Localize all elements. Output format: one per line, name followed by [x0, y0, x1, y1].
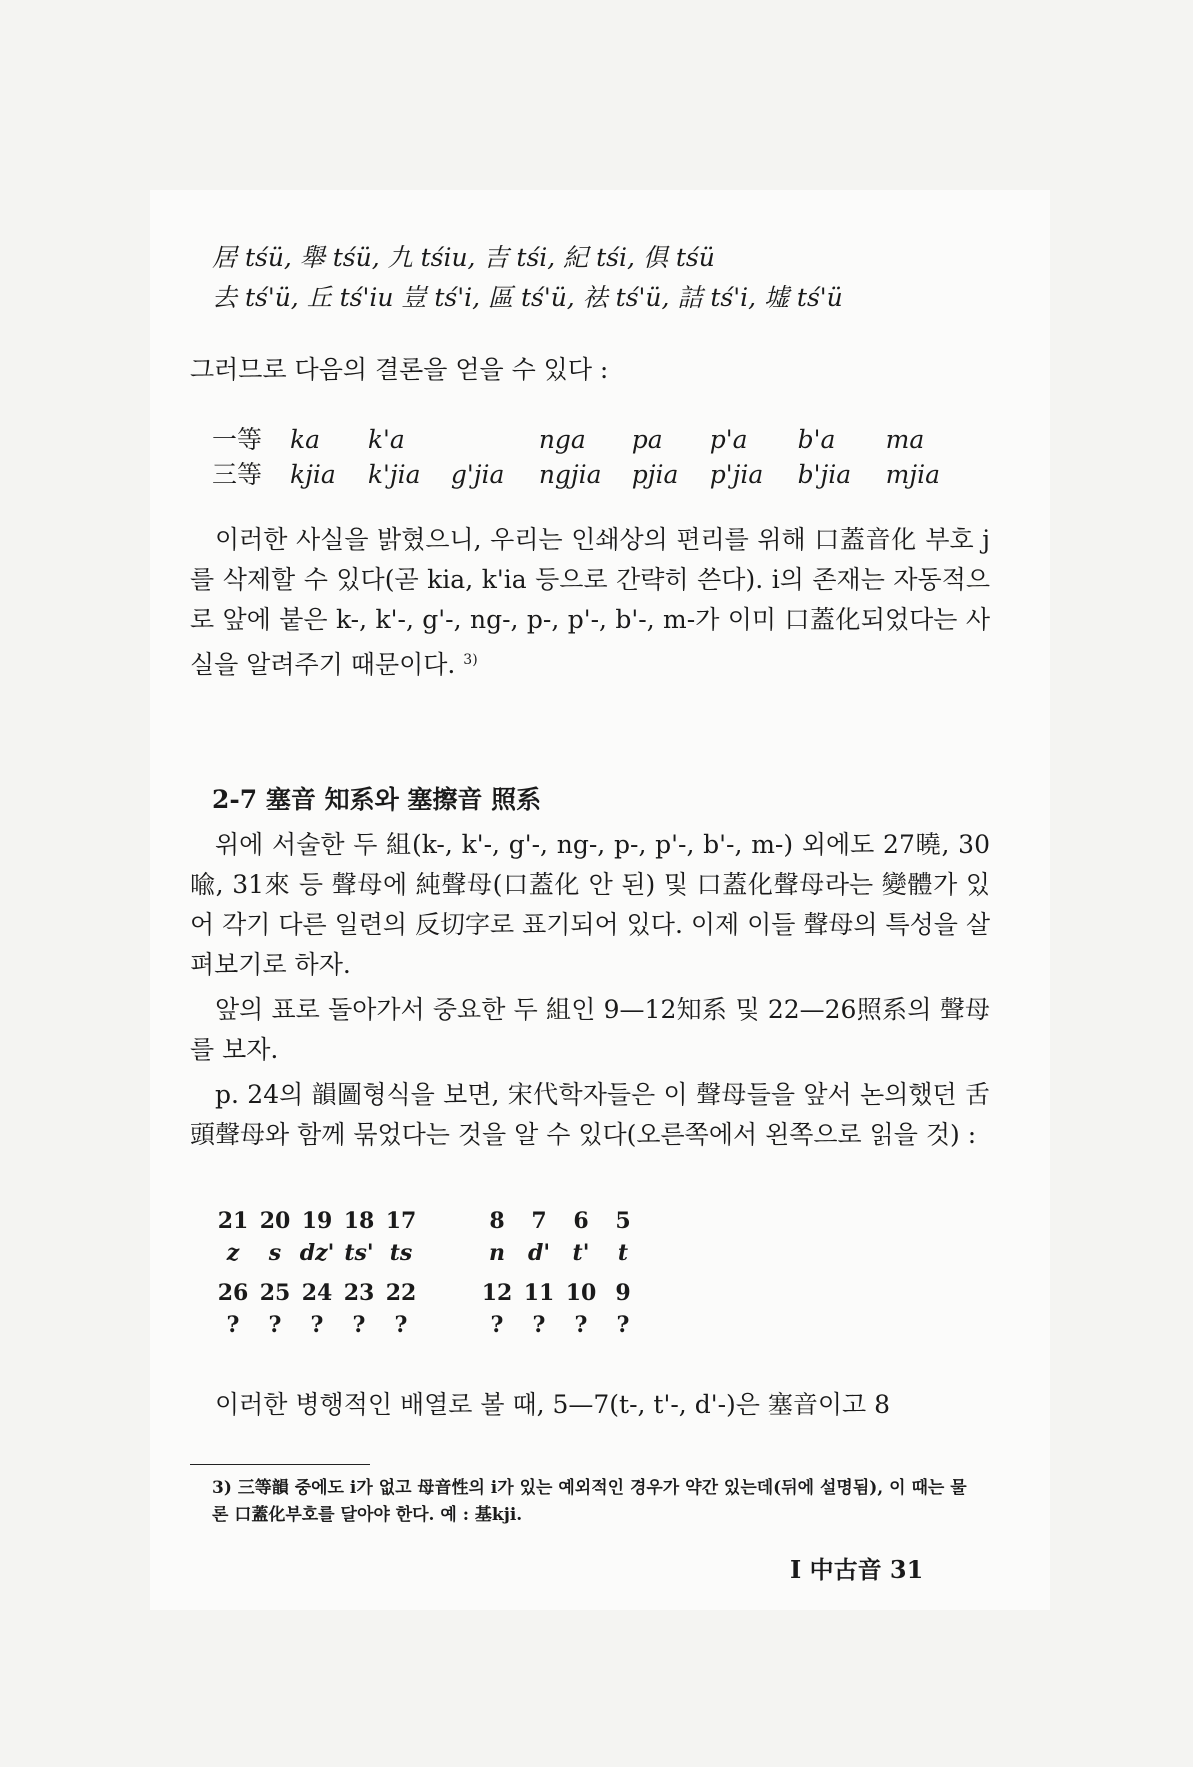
table1-cell: pa [631, 425, 663, 454]
grid-numbers-row-2 [212, 1280, 644, 1306]
table1-cell: ma [885, 425, 925, 454]
grid-cell: ? [268, 1312, 282, 1338]
grid-cell: ? [574, 1312, 588, 1338]
table1-cell: 三等 [212, 460, 263, 489]
grid-cell: ts' [344, 1240, 374, 1266]
grid-cell: 24 [301, 1280, 333, 1306]
grid-cell: 7 [531, 1208, 547, 1234]
grid-cell: 20 [259, 1208, 291, 1234]
table1-cell: g'jia [450, 460, 505, 489]
paragraph-4: p. 24의 韻圖형식을 보면, 宋代학자들은 이 聲母들을 앞서 논의했던 舌頭聲母와 함께 묶었다는 것을 알 수 있다(오른쪽에서 왼쪽으로 읽을 것) : [190, 1080, 990, 1149]
grid-cell: 11 [523, 1280, 555, 1306]
grid-cell: dz' [299, 1240, 335, 1266]
table1-cell: p'a [709, 425, 748, 454]
grid-cell: d' [527, 1240, 551, 1266]
grid-cell: s [268, 1240, 282, 1266]
grid-cell: t' [572, 1240, 590, 1266]
example-line-2: 去 tś'ü, 丘 tś'iu 豈 tś'i, 區 tś'ü, 祛 tś'ü, 詰 tś'i, 墟 tś'ü [212, 283, 843, 312]
grid-cell: ? [616, 1312, 630, 1338]
grid-cell: ? [394, 1312, 408, 1338]
grid-cell: ? [532, 1312, 546, 1338]
footnote: 3) 三等韻 중에도 i가 없고 母音性의 i가 있는 예외적인 경우가 약간 있는데(뒤에 설명됨), 이 때는 물론 口蓋化부호를 달아야 한다. 예 : 基kji. [212, 1478, 967, 1525]
grid-cell: 8 [489, 1208, 505, 1234]
table1-cell: pjia [631, 460, 679, 489]
grid-cell: 22 [385, 1280, 417, 1306]
grid-cell: 26 [217, 1280, 249, 1306]
grid-cell: 12 [481, 1280, 513, 1306]
grid-cell: ? [490, 1312, 504, 1338]
footnote-divider [190, 1464, 370, 1465]
grid-cell: 21 [217, 1208, 249, 1234]
grid-cell: 9 [615, 1280, 631, 1306]
grid-cell: t [617, 1240, 629, 1266]
grid-cell: ? [310, 1312, 324, 1338]
table1-cell: b'a [797, 425, 836, 454]
grid-symbols-row-2 [212, 1312, 644, 1338]
footnote-ref: 3) [463, 652, 478, 668]
grid-cell: z [226, 1240, 240, 1266]
table1-cell: ka [289, 425, 321, 454]
grid-numbers-row-1 [212, 1208, 644, 1234]
grid-cell: 18 [343, 1208, 375, 1234]
paragraph-1-text: 이러한 사실을 밝혔으니, 우리는 인쇄상의 편리를 위해 口蓋音化 부호 j를 삭제할 수 있다(곧 kia, k'ia 등으로 간략히 쓴다). i의 존재는 자동적으로 앞에 붙은 k-, k'-, g'-, ng-, p-, p'-, b'-, m-가 이미 口蓋化되었다는 사실을 알려주기 때문이다. [190, 525, 990, 680]
paragraph-2: 위에 서술한 두 組(k-, k'-, g'-, ng-, p-, p'-, b'-, m-) 외에도 27曉, 30喩, 31來 등 聲母에 純聲母(口蓋化 안 된) 및 口蓋化聲母라는 變體가 있어 각기 다른 일련의 反切字로 표기되어 있다. 이제 이들 聲母의 특성을 살펴보기로 하자. [190, 830, 990, 979]
section-heading: 2-7 塞音 知系와 塞擦音 照系 [212, 785, 542, 814]
table1-cell: k'a [367, 425, 405, 454]
table1-cell: kjia [289, 460, 336, 489]
grid-cell: 19 [301, 1208, 333, 1234]
example-line-1: 居 tśü, 舉 tśü, 九 tśiu, 吉 tśi, 紀 tśi, 俱 tśü [212, 243, 715, 272]
page-footer: I 中古音 31 [790, 1555, 924, 1584]
grid-cell: 25 [259, 1280, 291, 1306]
grid-cell: n [489, 1240, 505, 1266]
grid-cell: 6 [573, 1208, 589, 1234]
table1-row1 [212, 420, 956, 456]
paragraph-5: 이러한 병행적인 배열로 볼 때, 5—7(t-, t'-, d'-)은 塞音이고 8 [215, 1390, 891, 1419]
table1-cell: 一等 [212, 425, 263, 454]
conclusion-text: 그러므로 다음의 결론을 얻을 수 있다 : [190, 355, 609, 384]
paragraph-1 [190, 520, 990, 685]
table1-cell: p'jia [709, 460, 764, 489]
table1-cell: ngjia [538, 460, 602, 489]
grid-cell: 17 [385, 1208, 417, 1234]
grid-symbols-row-1 [212, 1240, 644, 1266]
table1-row2 [212, 455, 956, 491]
grid-cell: ts [389, 1240, 413, 1266]
table1-cell: mjia [885, 460, 940, 489]
grid-cell: ? [226, 1312, 240, 1338]
table1-cell: nga [538, 425, 586, 454]
grid-cell: 23 [343, 1280, 375, 1306]
grid-cell: ? [352, 1312, 366, 1338]
grid-cell: 10 [565, 1280, 597, 1306]
grid-cell: 5 [615, 1208, 631, 1234]
paragraph-3: 앞의 표로 돌아가서 중요한 두 組인 9—12知系 및 22—26照系의 聲母를 보자. [190, 995, 990, 1064]
table1-cell: k'jia [367, 460, 421, 489]
table1-cell: b'jia [797, 460, 852, 489]
